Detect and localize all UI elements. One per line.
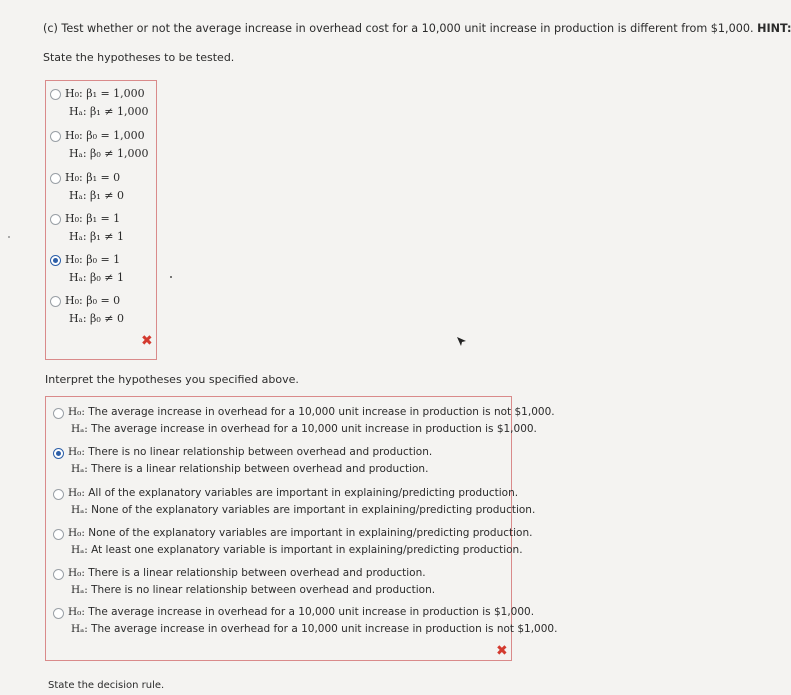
radio-button[interactable] <box>53 489 64 500</box>
ha-text <box>71 544 523 556</box>
radio-button[interactable] <box>53 408 64 419</box>
hint-link[interactable]: HINT: <box>757 22 791 35</box>
interpret-option-6[interactable] <box>51 605 558 641</box>
h0-symbol: H₀: <box>68 446 85 458</box>
radio-button[interactable] <box>50 214 61 225</box>
decision-rule-label: State the decision rule. <box>48 680 165 691</box>
hypothesis-option-1[interactable] <box>49 86 154 124</box>
ha-symbol: Hₐ: <box>71 544 88 556</box>
ha-text <box>71 463 428 475</box>
h0-text <box>68 406 555 418</box>
h0-text: H₀: β₀ = 1,000 <box>65 129 145 142</box>
question-body: (c) Test whether or not the average increase in overhead cost for a 10,000 unit increase in production is different from $1,000. <box>43 22 754 35</box>
h0-text: H₀: β₁ = 1 <box>65 212 121 225</box>
ha-text: Hₐ: β₁ ≠ 1,000 <box>69 105 149 118</box>
ha-symbol: Hₐ: <box>71 504 88 516</box>
h0-text <box>68 487 518 499</box>
ha-text <box>71 584 435 596</box>
h0-statement: The average increase in overhead for a 10,000 unit increase in production is $1,000. <box>84 606 535 618</box>
h0-symbol: H₀: <box>68 606 85 618</box>
hypotheses-choice-group <box>45 80 157 360</box>
ha-text: Hₐ: β₀ ≠ 0 <box>69 312 125 325</box>
radio-button[interactable] <box>50 173 61 184</box>
interpret-option-3[interactable] <box>51 486 536 522</box>
ha-symbol: Hₐ: <box>71 463 88 475</box>
ha-text: Hₐ: β₁ ≠ 1 <box>69 230 125 243</box>
radio-button[interactable] <box>53 529 64 540</box>
ha-symbol: Hₐ: <box>71 623 88 635</box>
ha-text <box>71 423 537 435</box>
h0-text <box>68 446 432 458</box>
ha-text: Hₐ: β₀ ≠ 1,000 <box>69 147 149 160</box>
h0-statement: There is a linear relationship between overhead and production. <box>84 567 426 579</box>
h0-text: H₀: β₁ = 1,000 <box>65 87 145 100</box>
radio-button-selected[interactable] <box>50 255 61 266</box>
h0-text: H₀: β₀ = 0 <box>65 294 121 307</box>
radio-button[interactable] <box>50 131 61 142</box>
incorrect-x-icon: ✖ <box>496 643 508 659</box>
hypothesis-option-6[interactable] <box>49 293 154 331</box>
interpret-label: Interpret the hypotheses you specified above. <box>45 373 299 386</box>
state-hypotheses-label: State the hypotheses to be tested. <box>43 51 235 64</box>
hypothesis-option-5[interactable] <box>49 252 154 290</box>
h0-statement: There is no linear relationship between overhead and production. <box>84 446 433 458</box>
h0-statement: All of the explanatory variables are important in explaining/predicting production. <box>84 487 519 499</box>
h0-text: H₀: β₀ = 1 <box>65 253 121 266</box>
radio-button-selected[interactable] <box>53 448 64 459</box>
hypothesis-option-3[interactable] <box>49 170 154 208</box>
ha-statement: None of the explanatory variables are important in explaining/predicting production. <box>87 504 536 516</box>
h0-symbol: H₀: <box>68 487 85 499</box>
ha-statement: The average increase in overhead for a 10,000 unit increase in production is $1,000. <box>87 423 537 435</box>
radio-button[interactable] <box>50 296 61 307</box>
ha-text: Hₐ: β₀ ≠ 1 <box>69 271 125 284</box>
h0-symbol: H₀: <box>68 406 85 418</box>
h0-statement: The average increase in overhead for a 10,000 unit increase in production is not $1,000. <box>84 406 555 418</box>
h0-text <box>68 606 534 618</box>
ha-text: Hₐ: β₁ ≠ 0 <box>69 189 125 202</box>
interpret-option-4[interactable] <box>51 526 533 562</box>
ha-statement: There is no linear relationship between overhead and production. <box>87 584 436 596</box>
ha-symbol: Hₐ: <box>71 584 88 596</box>
radio-button[interactable] <box>53 608 64 619</box>
ha-statement: At least one explanatory variable is important in explaining/predicting production. <box>87 544 523 556</box>
ha-statement: The average increase in overhead for a 10,000 unit increase in production is not $1,000. <box>87 623 558 635</box>
stray-dot <box>8 236 10 238</box>
h0-text <box>68 527 532 539</box>
hypothesis-option-4[interactable] <box>49 211 154 249</box>
incorrect-x-icon: ✖ <box>141 333 153 349</box>
ha-text <box>71 623 557 635</box>
question-text <box>43 22 791 35</box>
ha-statement: There is a linear relationship between overhead and production. <box>87 463 429 475</box>
radio-button[interactable] <box>50 89 61 100</box>
mouse-cursor-icon <box>456 336 468 348</box>
radio-button[interactable] <box>53 569 64 580</box>
h0-statement: None of the explanatory variables are important in explaining/predicting production. <box>84 527 533 539</box>
interpret-option-1[interactable] <box>51 405 555 441</box>
h0-text: H₀: β₁ = 0 <box>65 171 121 184</box>
ha-symbol: Hₐ: <box>71 423 88 435</box>
h0-text <box>68 567 426 579</box>
interpret-option-2[interactable] <box>51 445 506 481</box>
interpret-option-5[interactable] <box>51 566 506 602</box>
interpretation-choice-group <box>45 396 558 661</box>
hypothesis-option-2[interactable] <box>49 128 154 166</box>
h0-symbol: H₀: <box>68 567 85 579</box>
stray-dot <box>170 276 172 278</box>
h0-symbol: H₀: <box>68 527 85 539</box>
ha-text <box>71 504 535 516</box>
